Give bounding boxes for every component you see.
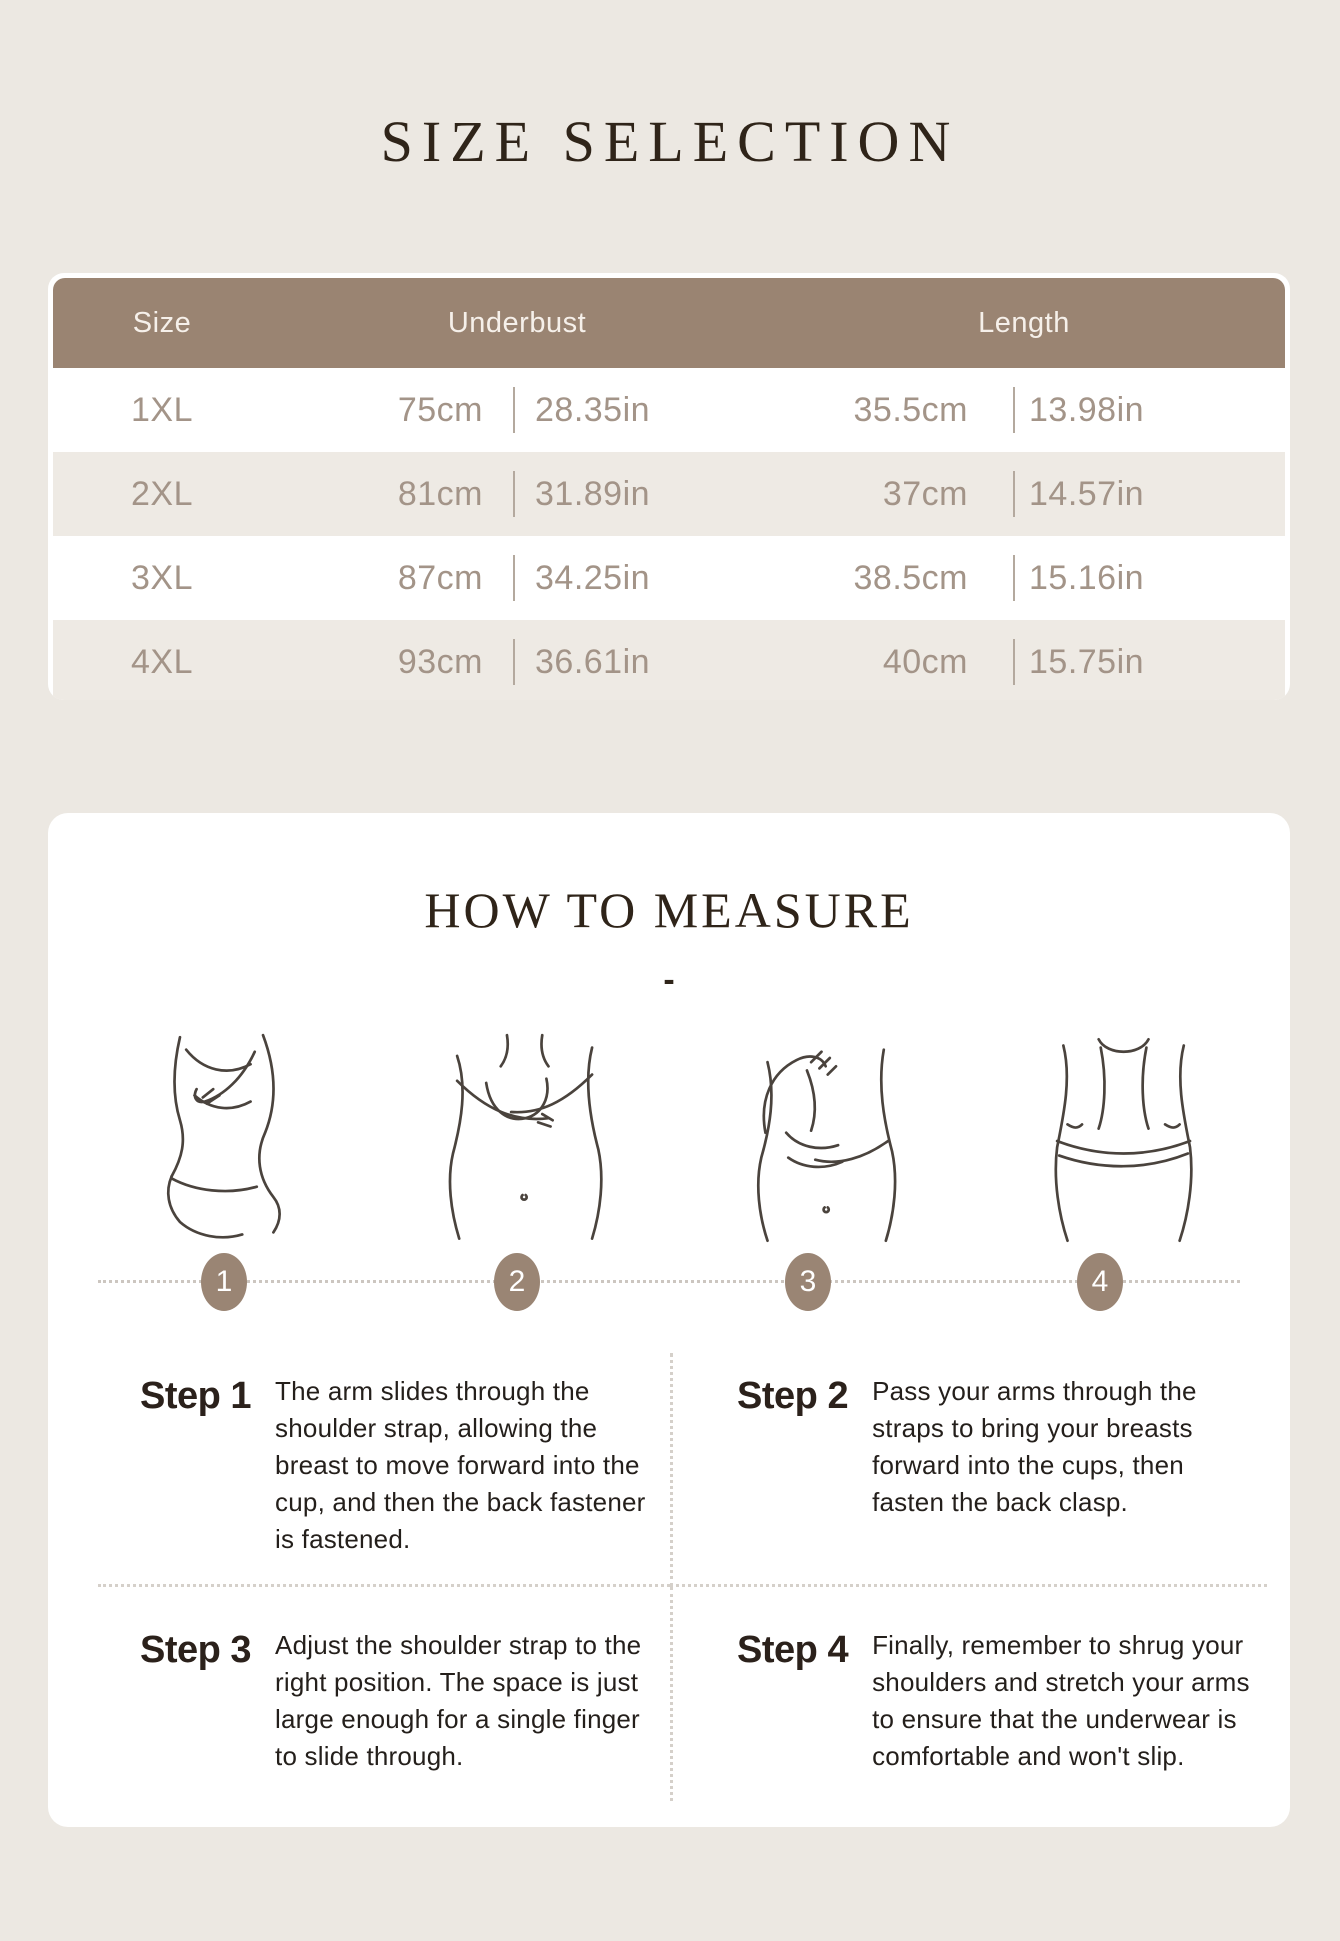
figure-step1 [74,1021,374,1249]
length-in: 14.57in [1013,475,1285,514]
step3-text: Adjust the shoulder strap to the right position. The space is just large enough for a single finger to slide through. [275,1630,642,1771]
underbust-cm: 93cm [397,642,483,681]
body-sketch-side-view-icon [99,1031,348,1249]
size-value: 1XL [131,390,193,429]
figure-step3 [674,1021,974,1249]
step4-number-badge: 4 [1077,1253,1123,1311]
size-selection-title: SIZE SELECTION [380,109,960,174]
length-in: 15.16in [1013,559,1285,598]
underbust-cm: 87cm [397,558,483,597]
length-cm: 40cm [882,642,968,681]
underbust-in: 36.61in [513,643,763,682]
step2-text: Pass your arms through the straps to bring your breasts forward into the cups, then fasten the back clasp. [872,1376,1197,1517]
step1-block [98,1353,670,1587]
title-dash: - [663,961,675,999]
body-sketch-adjust-strap-icon [699,1031,948,1249]
step1-label: Step 1 [140,1375,252,1417]
underbust-in: 31.89in [513,475,763,514]
size-value: 4XL [131,642,193,681]
table-row [53,368,1285,452]
step2-label: Step 2 [737,1375,849,1417]
measure-figures [74,1021,1274,1249]
size-value: 3XL [131,558,193,597]
length-cm: 35.5cm [853,390,968,429]
figure-step4 [974,1021,1274,1249]
step3-label: Step 3 [140,1629,252,1671]
header-size: Size [132,306,192,339]
table-row [53,452,1285,536]
length-in: 13.98in [1013,391,1285,430]
table-row [53,536,1285,620]
step1-number-badge: 1 [201,1253,247,1311]
table-row [53,620,1285,700]
size-table-header [53,278,1285,368]
dotted-line [98,1280,1240,1283]
length-cm: 37cm [882,474,968,513]
size-value: 2XL [131,474,193,513]
length-in: 15.75in [1013,643,1285,682]
figure-step2 [374,1021,674,1249]
step3-block [98,1587,670,1801]
steps-grid [98,1353,1250,1801]
step4-block [670,1587,1267,1801]
underbust-in: 34.25in [513,559,763,598]
body-sketch-back-view-icon [999,1031,1248,1249]
how-to-measure-card [48,813,1290,1827]
step1-text: The arm slides through the shoulder strap, allowing the breast to move forward into the cup, and then the back fastener is fastened. [275,1376,646,1554]
size-table [48,273,1290,700]
header-length: Length [978,306,1070,339]
step2-block [670,1353,1267,1587]
underbust-cm: 81cm [397,474,483,513]
how-to-measure-title: HOW TO MEASURE [424,882,914,938]
step-number-rail [48,1251,1290,1313]
body-sketch-front-arms-crossed-icon [399,1031,648,1249]
length-cm: 38.5cm [853,558,968,597]
step4-label: Step 4 [737,1629,849,1671]
step4-text: Finally, remember to shrug your shoulders and stretch your arms to ensure that the underwear is comfortable and won't slip. [872,1630,1250,1771]
underbust-in: 28.35in [513,391,763,430]
step2-number-badge: 2 [494,1253,540,1311]
underbust-cm: 75cm [397,390,483,429]
step3-number-badge: 3 [785,1253,831,1311]
header-underbust: Underbust [447,306,587,339]
